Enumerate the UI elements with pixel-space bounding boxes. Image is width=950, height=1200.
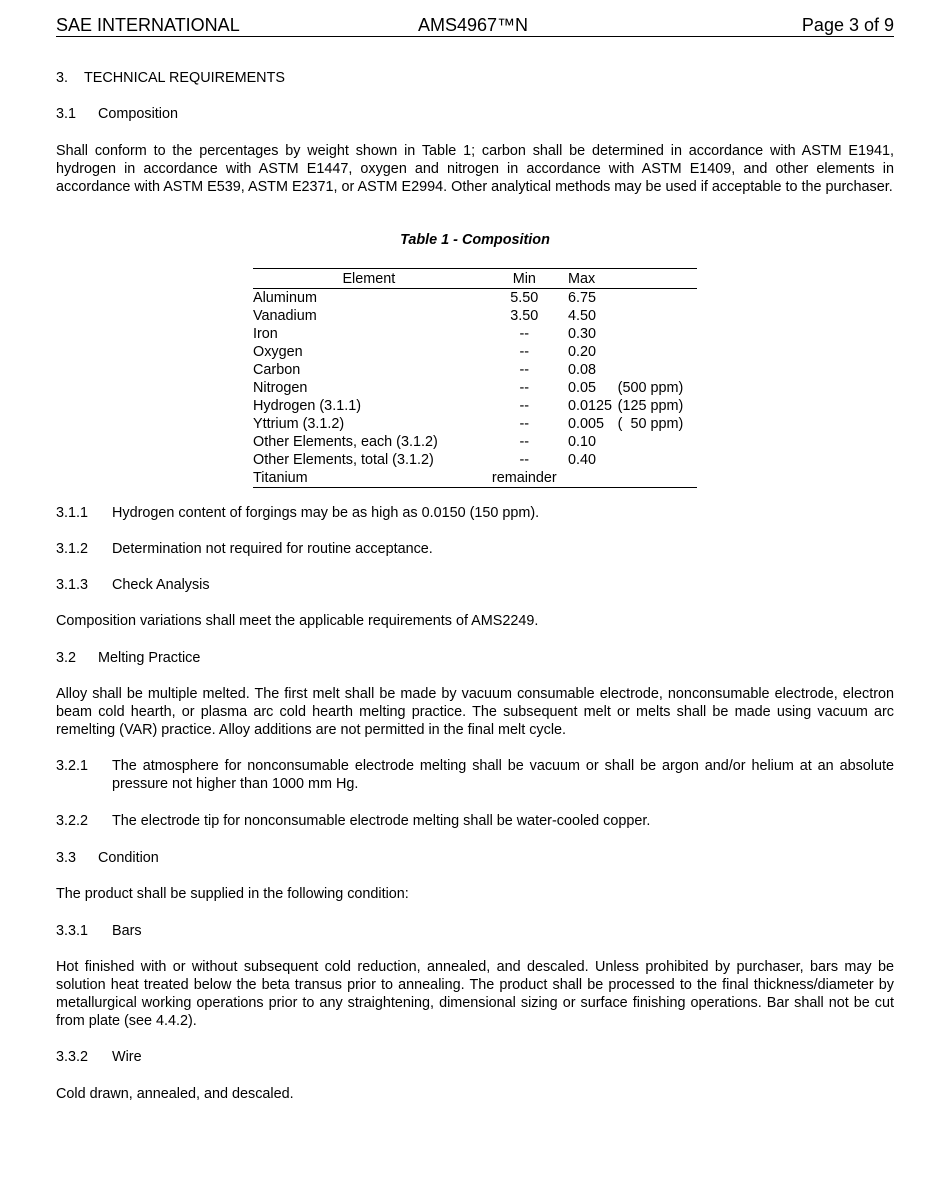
table-1-caption: Table 1 - Composition <box>400 232 550 248</box>
table-row <box>253 433 697 451</box>
cell-min: -- <box>519 416 530 432</box>
section-3-1-body: Shall conform to the percentages by weight shown in Table 1; carbon shall be determined in accordance with ASTM E1941, hydrogen in accordance with ASTM E1447, oxygen and nitrogen in accordance with ASTM E1409, and other elements in accordance with ASTM E539, ASTM E2371, or ASTM E2994. Other analytical methods may be used if acceptable to the purchaser. <box>56 143 894 195</box>
section-3-3-heading: 3.3 Condition <box>56 850 159 866</box>
cell-ppm <box>618 325 697 343</box>
cell-max <box>564 469 618 488</box>
section-3-3-1-heading: 3.3.1 Bars <box>56 923 142 939</box>
column-header-element: Element <box>253 269 485 289</box>
document-page <box>56 14 894 1102</box>
section-3-2-2: 3.2.2 The electrode tip for nonconsumable electrode melting shall be water-cooled copper. <box>56 813 651 829</box>
section-3-3-2-body: Cold drawn, annealed, and descaled. <box>56 1086 294 1102</box>
column-header-min: Min <box>485 269 564 289</box>
cell-max: 0.005 <box>567 416 604 432</box>
header-document-number: AMS4967™N <box>418 15 529 35</box>
cell-max: 4.50 <box>567 308 596 324</box>
table-row <box>253 415 697 433</box>
page-header <box>56 14 894 37</box>
cell-ppm: (500 ppm) <box>617 380 684 396</box>
table-row <box>253 325 697 343</box>
cell-min: -- <box>519 344 530 360</box>
cell-element: Vanadium <box>253 308 317 324</box>
composition-table <box>253 268 697 488</box>
cell-element: Iron <box>253 326 278 342</box>
cell-element: Carbon <box>253 362 301 378</box>
cell-ppm <box>618 289 697 308</box>
cell-ppm <box>618 361 697 379</box>
table-row <box>253 469 697 488</box>
column-header-max: Max <box>564 269 618 289</box>
cell-max: 6.75 <box>567 290 596 306</box>
cell-min: -- <box>519 398 530 414</box>
table-row <box>253 307 697 325</box>
cell-element: Nitrogen <box>253 380 308 396</box>
cell-min: -- <box>519 452 530 468</box>
cell-min: -- <box>519 380 530 396</box>
section-3-1-3-body: Composition variations shall meet the applicable requirements of AMS2249. <box>56 613 539 629</box>
cell-max: 0.40 <box>567 452 596 468</box>
cell-ppm: ( 50 ppm) <box>617 416 684 432</box>
section-3-3-body: The product shall be supplied in the following condition: <box>56 886 409 902</box>
table-row <box>253 289 697 308</box>
cell-ppm: (125 ppm) <box>617 398 684 414</box>
section-3-1-heading: 3.1 Composition <box>56 106 178 122</box>
cell-max: 0.0125 <box>567 398 612 414</box>
cell-min: -- <box>519 362 530 378</box>
cell-min: 3.50 <box>510 308 539 324</box>
cell-max: 0.20 <box>567 344 596 360</box>
section-3-3-1-body: Hot finished with or without subsequent cold reduction, annealed, and descaled. Unless prohibited by purchaser, bars may be solution heat treated below the beta transus prior to annealing. The product shall be processed to the final thickness/diameter by metallurgical working operations prior to any straightening, dimensional sizing or surface finishing operations. Bar shall not be cut from plate (see 4.4.2). <box>56 959 894 1029</box>
table-row <box>253 343 697 361</box>
section-3-1-2: 3.1.2 Determination not required for routine acceptance. <box>56 541 433 557</box>
table-row <box>253 397 697 415</box>
cell-ppm <box>618 433 697 451</box>
cell-min: -- <box>519 326 530 342</box>
cell-max: 0.30 <box>567 326 596 342</box>
section-3-2-body: Alloy shall be multiple melted. The first melt shall be made by vacuum consumable electrode, nonconsumable electrode, electron beam cold hearth, or plasma arc cold hearth melting practice. The subsequent melt or melts shall be made using vacuum arc remelting (VAR) practice. Alloy additions are not permitted in the final melt cycle. <box>56 686 894 738</box>
section-3-1-3-heading: 3.1.3 Check Analysis <box>56 577 210 593</box>
table-row <box>253 361 697 379</box>
cell-element: Yttrium (3.1.2) <box>253 416 345 432</box>
cell-max: 0.05 <box>567 380 596 396</box>
cell-element: Titanium <box>253 469 485 488</box>
header-organization: SAE INTERNATIONAL <box>56 15 240 35</box>
cell-element: Hydrogen (3.1.1) <box>253 398 361 414</box>
cell-ppm <box>618 469 697 488</box>
section-3-heading: 3. TECHNICAL REQUIREMENTS <box>56 70 285 86</box>
cell-min: remainder <box>485 469 564 488</box>
cell-element: Aluminum <box>253 290 317 306</box>
column-header-ppm <box>618 269 697 289</box>
cell-ppm <box>618 451 697 469</box>
cell-ppm <box>618 343 697 361</box>
cell-max: 0.10 <box>567 434 596 450</box>
header-page-number: Page 3 of 9 <box>801 15 894 35</box>
table-row <box>253 379 697 397</box>
cell-min: -- <box>519 434 530 450</box>
section-3-2-heading: 3.2 Melting Practice <box>56 650 201 666</box>
cell-min: 5.50 <box>510 290 539 306</box>
cell-element: Oxygen <box>253 344 303 360</box>
section-3-1-1: 3.1.1 Hydrogen content of forgings may be as high as 0.0150 (150 ppm). <box>56 505 540 521</box>
table-row <box>253 451 697 469</box>
cell-element: Other Elements, each (3.1.2) <box>253 434 438 450</box>
section-3-2-1: 3.2.1 The atmosphere for nonconsumable electrode melting shall be vacuum or shall be argon and/or helium at an absolute pressure not higher than 1000 mm Hg. <box>56 758 894 792</box>
section-3-3-2-heading: 3.3.2 Wire <box>56 1049 142 1065</box>
cell-ppm <box>618 307 697 325</box>
cell-element: Other Elements, total (3.1.2) <box>253 452 434 468</box>
composition-table-body <box>253 289 697 488</box>
table-header-row <box>253 269 697 289</box>
cell-max: 0.08 <box>567 362 596 378</box>
